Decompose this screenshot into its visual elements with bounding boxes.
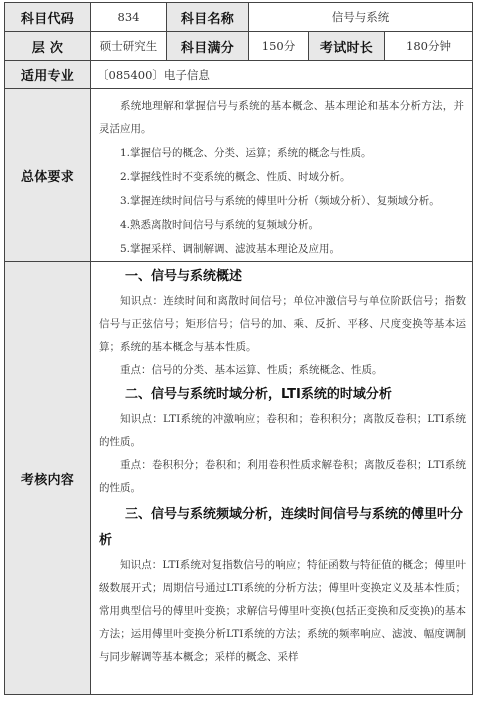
duration-label: 考试时长 [309, 32, 385, 61]
level-value: 硕士研究生 [91, 32, 167, 61]
requirement-item: 2.掌握线性时不变系统的概念、性质、时域分析。 [120, 171, 351, 183]
level-label: 层 次 [5, 32, 91, 61]
requirement-item: 1.掌握信号的概念、分类、运算；系统的概念与性质。 [120, 147, 372, 159]
full-score-label: 科目满分 [167, 32, 249, 61]
subject-name-value: 信号与系统 [249, 3, 473, 32]
section-knowledge: 知识点：LTI系统对复指数信号的响应；特征函数与特征值的概念；傅里叶级数展开式；周期信号通过LTI系统的分析方法；傅里叶变换定义及基本性质；常用典型信号的傅里叶变换；求解信号傅里叶变换(包括正变换和反变换)的基本方法；运用傅里叶变换分析LTI系统的方法；系统的频率响应、滤波、幅度调制与同步解调等基本概念；采样的概念、采样 [99, 559, 466, 663]
requirements-intro: 系统地理解和掌握信号与系统的基本概念、基本理论和基本分析方法，并灵活应用。 [99, 100, 464, 135]
section-title: 一、信号与系统概述 [125, 269, 243, 284]
subject-code-label: 科目代码 [5, 3, 91, 32]
requirement-item: 4.熟悉离散时间信号与系统的复频域分析。 [120, 219, 320, 231]
major-label: 适用专业 [5, 61, 91, 89]
subject-code-value: 834 [91, 3, 167, 32]
section-title: 三、信号与系统频域分析，连续时间信号与系统的傅里叶分析 [99, 507, 464, 548]
full-score-value: 150分 [249, 32, 309, 61]
exam-content [91, 262, 473, 695]
requirements-label: 总体要求 [5, 89, 91, 262]
section-title: 二、信号与系统时域分析，LTI系统的时域分析 [125, 387, 392, 402]
requirements-content [91, 89, 473, 262]
requirement-item: 3.掌握连续时间信号与系统的傅里叶分析（频域分析）、复频域分析。 [120, 195, 440, 207]
requirement-item: 5.掌握采样、调制解调、滤波基本理论及应用。 [120, 243, 341, 255]
section-focus: 重点：卷积积分；卷积和；利用卷积性质求解卷积；离散反卷积；LTI系统的性质。 [99, 459, 466, 494]
content-label: 考核内容 [5, 262, 91, 695]
section-focus: 重点：信号的分类、基本运算、性质；系统概念、性质。 [120, 364, 383, 376]
subject-name-label: 科目名称 [167, 3, 249, 32]
section-knowledge: 知识点：连续时间和离散时间信号；单位冲激信号与单位阶跃信号；指数信号与正弦信号；矩形信号；信号的加、乘、反折、平移、尺度变换等基本运算；系统的基本概念与基本性质。 [99, 295, 466, 353]
major-value: 〔085400〕电子信息 [91, 61, 473, 89]
duration-value: 180分钟 [385, 32, 473, 61]
section-knowledge: 知识点：LTI系统的冲激响应；卷积和；卷积积分；离散反卷积；LTI系统的性质。 [99, 413, 466, 448]
exam-syllabus-table [4, 2, 473, 695]
